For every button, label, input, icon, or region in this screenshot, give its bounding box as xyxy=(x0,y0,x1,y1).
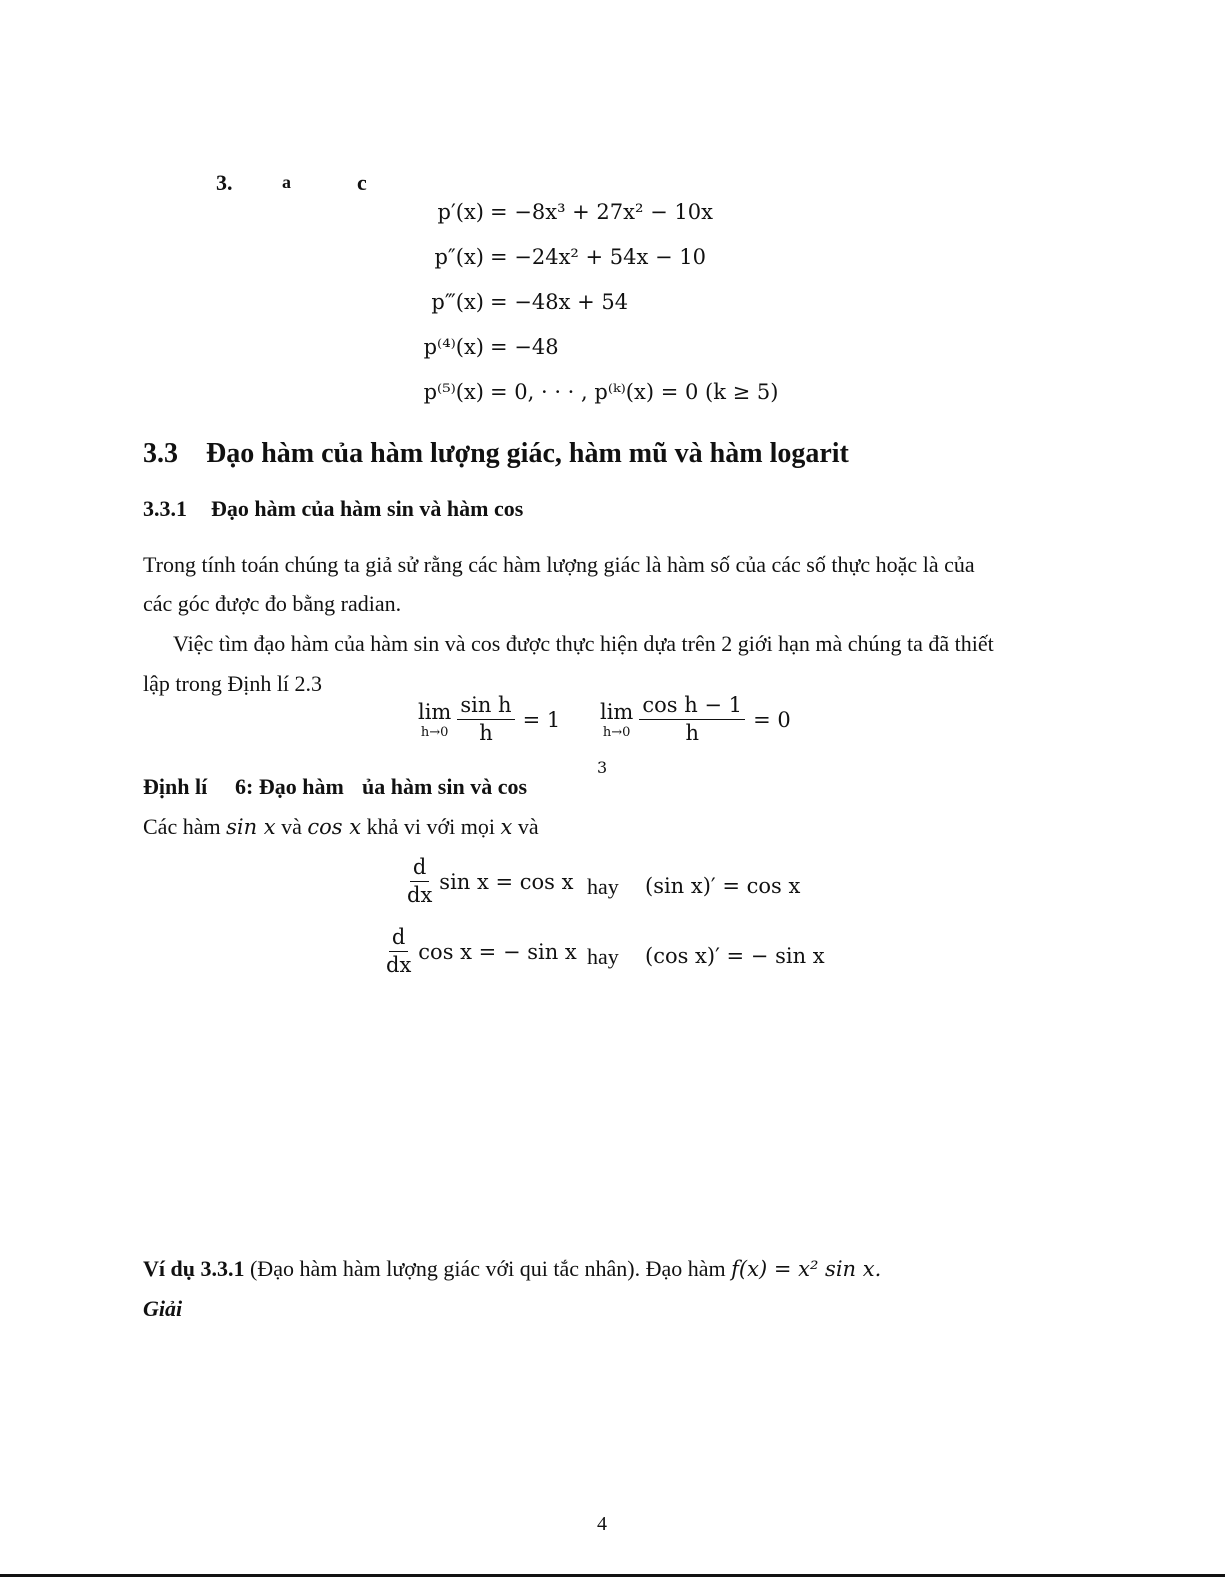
section-title: Đạo hàm của hàm lượng giác, hàm mũ và hàm logarit xyxy=(206,438,849,469)
equation-row-5 xyxy=(360,369,840,414)
subsection-number: 3.3.1 xyxy=(143,496,187,521)
equation-row-2 xyxy=(360,234,840,279)
formula-sin-derivative: $\frac{d}{dx}$ sin x = cos x xyxy=(400,856,573,907)
fraction: $\frac{d}{dx}$ xyxy=(386,925,412,978)
fraction: $\frac{\text{sin h}}{h}$ xyxy=(457,694,514,745)
equation-lhs: p″(x) xyxy=(434,244,484,269)
section-number: 3.3 xyxy=(143,438,178,469)
bottom-border-line xyxy=(0,1574,1225,1577)
lim-operator: lim h→0 xyxy=(600,700,634,741)
page-number: 4 xyxy=(597,1513,607,1535)
equation-lhs: p⁽⁴⁾(x) xyxy=(423,334,484,359)
paragraph-2-line-2: lập trong Định lí 2.3 xyxy=(143,671,323,696)
equation-row-3 xyxy=(360,279,840,324)
equation-rhs: = −8x³ + 27x² − 10x xyxy=(490,199,713,224)
fraction: $\frac{\text{cos h − 1}}{h}$ xyxy=(639,694,745,745)
example-text: (Đạo hàm hàm lượng giác với qui tắc nhân). Đạo hàm xyxy=(244,1256,732,1281)
derivative-equations xyxy=(360,189,840,414)
lim-operator: lim h→0 xyxy=(418,700,452,741)
text-fragment-c: c xyxy=(357,170,367,195)
theorem-title-c: ủa hàm sin và cos xyxy=(362,774,528,799)
solution-label: Giải xyxy=(143,1296,183,1321)
equation-lhs: p′(x) xyxy=(437,199,484,224)
subsection-heading xyxy=(143,496,523,522)
hay-text: hay xyxy=(587,944,619,969)
equation-rhs: = −24x² + 54x − 10 xyxy=(490,244,707,269)
theorem-statement: Các hàm sin x và cos x khả vi với mọi x và xyxy=(143,814,539,839)
limit-sin: lim h→0 $\frac{\text{sin h}}{h}$ = 1 xyxy=(418,693,561,746)
equation-row-4 xyxy=(360,324,840,369)
example-statement xyxy=(143,1256,881,1282)
formula-cos-derivative: $\frac{d}{dx}$ cos x = − sin x xyxy=(379,926,577,977)
theorem-title-b: 6: Đạo hàm xyxy=(235,774,344,799)
text-fragment-a: a xyxy=(282,172,291,192)
equation-row-1 xyxy=(360,189,840,234)
formula-cos-prime: (cos x)′ = − sin x xyxy=(645,944,825,968)
equation-rhs: = −48 xyxy=(490,334,559,359)
fraction: $\frac{d}{dx}$ xyxy=(407,855,433,908)
formula-sin-prime: (sin x)′ = cos x xyxy=(645,874,801,898)
equation-lhs: p⁽⁵⁾(x) xyxy=(423,379,484,404)
stray-number: 3 xyxy=(597,758,608,777)
theorem-title-a: Định lí xyxy=(143,774,208,799)
subsection-title: Đạo hàm của hàm sin và hàm cos xyxy=(211,496,524,521)
list-number-fragment: 3. xyxy=(216,170,233,195)
section-heading xyxy=(143,438,849,470)
equation-rhs: = −48x + 54 xyxy=(490,289,629,314)
equation-rhs: = 0, · · · , p⁽ᵏ⁾(x) = 0 (k ≥ 5) xyxy=(490,379,779,404)
example-label: Ví dụ 3.3.1 xyxy=(143,1256,245,1281)
hay-text: hay xyxy=(587,874,619,899)
equation-lhs: p‴(x) xyxy=(431,289,484,314)
paragraph-2-line-1: Việc tìm đạo hàm của hàm sin và cos được thực hiện dựa trên 2 giới hạn mà chúng ta đã thiết xyxy=(173,631,994,656)
limit-cos: lim h→0 $\frac{\text{cos h − 1}}{h}$ = 0 xyxy=(600,693,791,746)
paragraph-1-line-2: các góc được đo bằng radian. xyxy=(143,591,402,616)
paragraph-1-line-1: Trong tính toán chúng ta giả sử rằng các hàm lượng giác là hàm số của các số thực hoặc là của xyxy=(143,552,975,577)
example-math: f(x) = x² sin x. xyxy=(731,1257,882,1281)
